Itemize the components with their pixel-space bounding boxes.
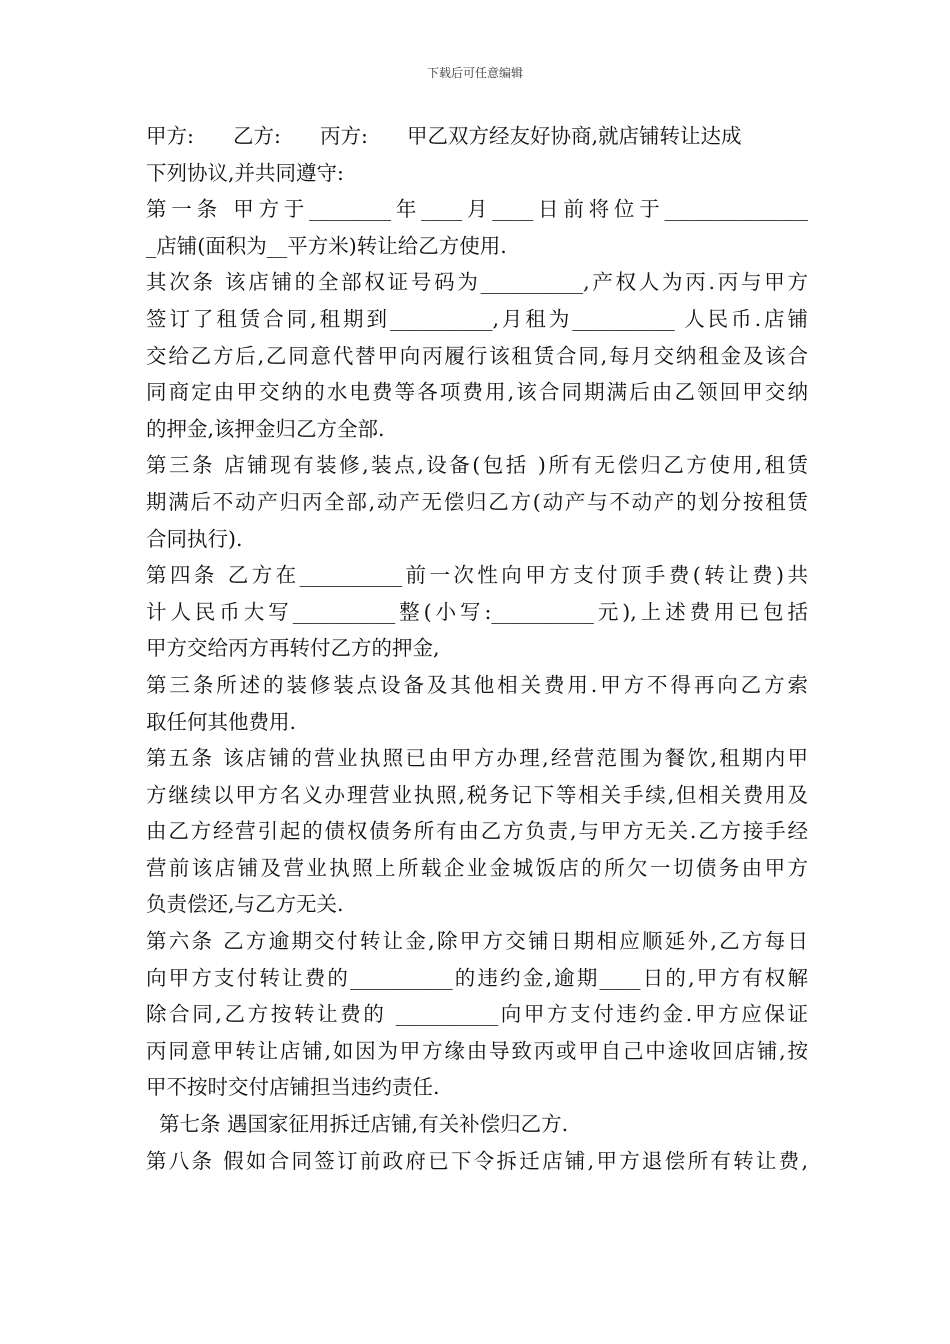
document-line: 计人民币大写__________整(小写:__________元),上述费用已包括 — [146, 599, 808, 624]
document-line: 的押金,该押金归乙方全部. — [146, 416, 385, 441]
document-line: 第五条 该店铺的营业执照已由甲方办理,经营范围为餐饮,租期内甲 — [146, 746, 808, 771]
document-line: 第三条所述的装修装点设备及其他相关费用.甲方不得再向乙方索 — [146, 672, 808, 697]
document-line: 取任何其他费用. — [146, 709, 297, 734]
document-line: 第三条 店铺现有装修,装点,设备(包括 )所有无偿归乙方使用,租赁 — [146, 453, 808, 478]
header-note: 下载后可任意编辑 — [426, 66, 523, 80]
document-line: 第六条 乙方逾期交付转让金,除甲方交铺日期相应顺延外,乙方每日 — [146, 929, 808, 954]
document-line: 第四条 乙方在__________前一次性向甲方支付顶手费(转让费)共 — [146, 563, 808, 588]
document-line: 签订了租赁合同,租期到__________,月租为__________ 人民币.店铺 — [146, 306, 808, 331]
document-line: 由乙方经营引起的债权债务所有由乙方负责,与甲方无关.乙方接手经 — [146, 819, 808, 844]
document-line: 同商定由甲交纳的水电费等各项费用,该合同期满后由乙领回甲交纳 — [146, 380, 808, 405]
document-line: 交给乙方后,乙同意代替甲向丙履行该租赁合同,每月交纳租金及该合 — [146, 343, 808, 368]
document-line: 下列协议,并共同遵守: — [146, 160, 344, 185]
document-line: 营前该店铺及营业执照上所载企业金城饭店的所欠一切债务由甲方 — [146, 855, 808, 880]
document-line: 期满后不动产归丙全部,动产无偿归乙方(动产与不动产的划分按租赁 — [146, 489, 808, 514]
document-line: 甲方: 乙方: 丙方: 甲乙双方经友好协商,就店铺转让达成 — [146, 124, 742, 148]
document-line: 向甲方支付转让费的__________的违约金,逾期____日的,甲方有权解 — [146, 965, 808, 990]
document-line: 第八条 假如合同签订前政府已下令拆迁店铺,甲方退偿所有转让费, — [146, 1148, 808, 1173]
document-line: 负责偿还,与乙方无关. — [146, 892, 344, 917]
document-line: 丙同意甲转让店铺,如因为甲方缘由导致丙或甲自己中途收回店铺,按 — [146, 1038, 808, 1063]
document-line: 除合同,乙方按转让费的 __________向甲方支付违约金.甲方应保证 — [146, 1002, 808, 1027]
document-line: 合同执行). — [146, 526, 243, 551]
document-line: 甲方交给丙方再转付乙方的押金, — [146, 636, 440, 661]
document-line: 方继续以甲方名义办理营业执照,税务记下等相关手续,但相关费用及 — [146, 782, 808, 807]
document-body — [146, 118, 808, 1179]
document-line: _店铺(面积为__平方米)转让给乙方使用. — [146, 233, 507, 258]
document-line: 第一条 甲方于________年____月____日前将位于______________ — [146, 197, 808, 222]
document-line: 甲不按时交付店铺担当违约责任. — [146, 1075, 440, 1100]
document-line: 第七条 遇国家征用拆迁店铺,有关补偿归乙方. — [146, 1112, 569, 1137]
document-line: 其次条 该店铺的全部权证号码为__________,产权人为丙.丙与甲方 — [146, 270, 808, 295]
